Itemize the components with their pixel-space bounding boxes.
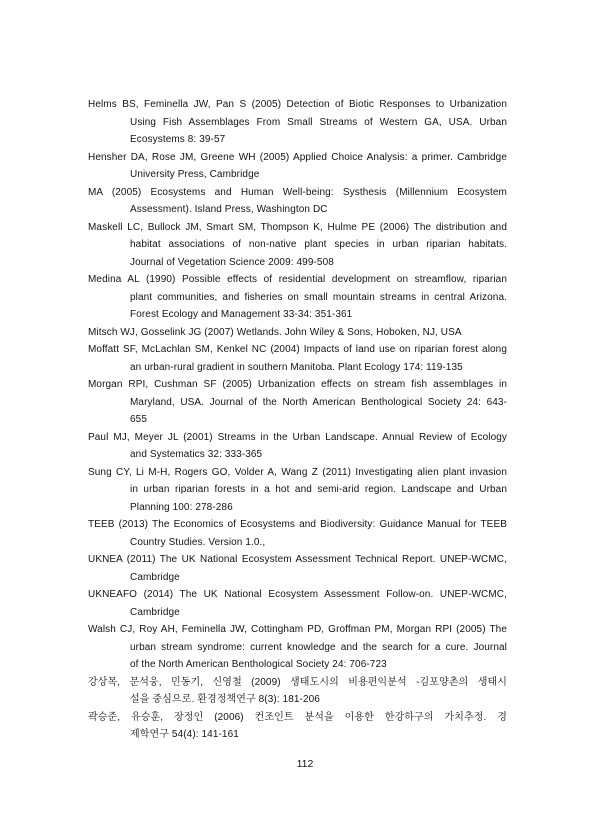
- reference-entry: [88, 674, 507, 709]
- reference-line: in urban riparian forests in a hot and semi-arid region. Landscape and Urban: [130, 484, 507, 495]
- reference-entry: [88, 271, 507, 324]
- reference-line: 강상목, 문석웅, 민동기, 신영철 (2009) 생태도시의 비용편익분석 -김포양촌의 생태시: [88, 676, 507, 688]
- reference-line: and Systematics 32: 333-365: [130, 449, 263, 460]
- page-number: 112: [296, 758, 314, 770]
- reference-entry: [88, 149, 507, 184]
- reference-line: 제학연구 54(4): 141-161: [130, 729, 239, 740]
- reference-line: Medina AL (1990) Possible effects of residential development on streamflow, riparian: [88, 274, 507, 285]
- reference-line: Journal of Vegetation Science 2009: 499-508: [130, 256, 334, 268]
- reference-line: MA (2005) Ecosystems and Human Well-being: Systhesis (Millennium Ecosystem: [88, 186, 507, 198]
- reference-line: Using Fish Assemblages From Small Streams of Western GA, USA. Urban: [130, 116, 507, 128]
- reference-line: of the North American Benthological Society 24: 706-723: [130, 659, 387, 670]
- reference-entry: [88, 709, 507, 744]
- reference-entry: [88, 429, 507, 464]
- reference-line: Assessment). Island Press, Washington DC: [130, 204, 328, 215]
- reference-line: plant communities, and fisheries on small mountain streams in central Arizona.: [130, 291, 507, 303]
- reference-line: Maryland, USA. Journal of the North American Benthological Society 24: 643-: [130, 396, 507, 408]
- reference-entry: [88, 96, 507, 149]
- reference-entry: [88, 324, 507, 342]
- reference-line: Paul MJ, Meyer JL (2001) Streams in the Urban Landscape. Annual Review of Ecology: [88, 431, 507, 443]
- reference-line: Forest Ecology and Management 33-34: 351-361: [130, 309, 353, 320]
- reference-entry: [88, 184, 507, 219]
- reference-line: urban stream syndrome: current knowledge and the search for a cure. Journal: [130, 641, 507, 653]
- reference-line: an urban-rural gradient in southern Manitoba. Plant Ecology 174: 119-135: [130, 361, 463, 373]
- reference-entry: [88, 516, 507, 551]
- reference-line: Walsh CJ, Roy AH, Feminella JW, Cottingham PD, Groffman PM, Morgan RPI (2005) The: [88, 624, 507, 635]
- reference-entry: [88, 586, 507, 621]
- reference-line: Cambridge: [130, 571, 180, 583]
- reference-line: Cambridge: [130, 606, 180, 618]
- reference-line: Mitsch WJ, Gosselink JG (2007) Wetlands. John Wiley & Sons, Hoboken, NJ, USA: [88, 326, 462, 338]
- reference-line: UKNEA (2011) The UK National Ecosystem Assessment Technical Report. UNEP-WCMC,: [88, 554, 507, 565]
- reference-list: [88, 96, 507, 744]
- reference-line: Hensher DA, Rose JM, Greene WH (2005) Applied Choice Analysis: a primer. Cambridge: [88, 151, 507, 163]
- reference-entry: [88, 464, 507, 517]
- reference-line: Sung CY, Li M-H, Rogers GO, Volder A, Wang Z (2011) Investigating alien plant invasion: [88, 466, 507, 478]
- reference-line: 655: [130, 414, 147, 425]
- reference-line: Morgan RPI, Cushman SF (2005) Urbanization effects on stream fish assemblages in: [88, 379, 507, 390]
- reference-line: Moffatt SF, McLachlan SM, Kenkel NC (2004) Impacts of land use on riparian forest along: [88, 344, 507, 355]
- reference-entry: [88, 621, 507, 674]
- reference-entry: [88, 341, 507, 376]
- reference-line: Ecosystems 8: 39-57: [130, 134, 226, 145]
- reference-line: Planning 100: 278-286: [130, 501, 233, 513]
- reference-line: UKNEAFO (2014) The UK National Ecosystem Assessment Follow-on. UNEP-WCMC,: [88, 589, 507, 600]
- reference-line: University Press, Cambridge: [130, 169, 260, 180]
- reference-line: TEEB (2013) The Economics of Ecosystems and Biodiversity: Guidance Manual for TEEB: [88, 519, 507, 530]
- reference-line: Country Studies. Version 1.0.,: [130, 536, 266, 548]
- reference-line: Maskell LC, Bullock JM, Smart SM, Thompson K, Hulme PE (2006) The distribution and: [88, 221, 507, 233]
- reference-line: Helms BS, Feminella JW, Pan S (2005) Detection of Biotic Responses to Urbanization: [88, 99, 507, 110]
- reference-entry: [88, 376, 507, 429]
- reference-entry: [88, 551, 507, 586]
- reference-entry: [88, 219, 507, 272]
- reference-line: 설을 중심으로. 환경정책연구 8(3): 181-206: [130, 694, 320, 705]
- reference-line: 곽승준, 유승훈, 장정인 (2006) 컨조인트 분석을 이용한 한강하구의 가치추정. 경: [88, 711, 507, 723]
- reference-line: habitat associations of non-native plant species in urban riparian habitats.: [130, 239, 507, 250]
